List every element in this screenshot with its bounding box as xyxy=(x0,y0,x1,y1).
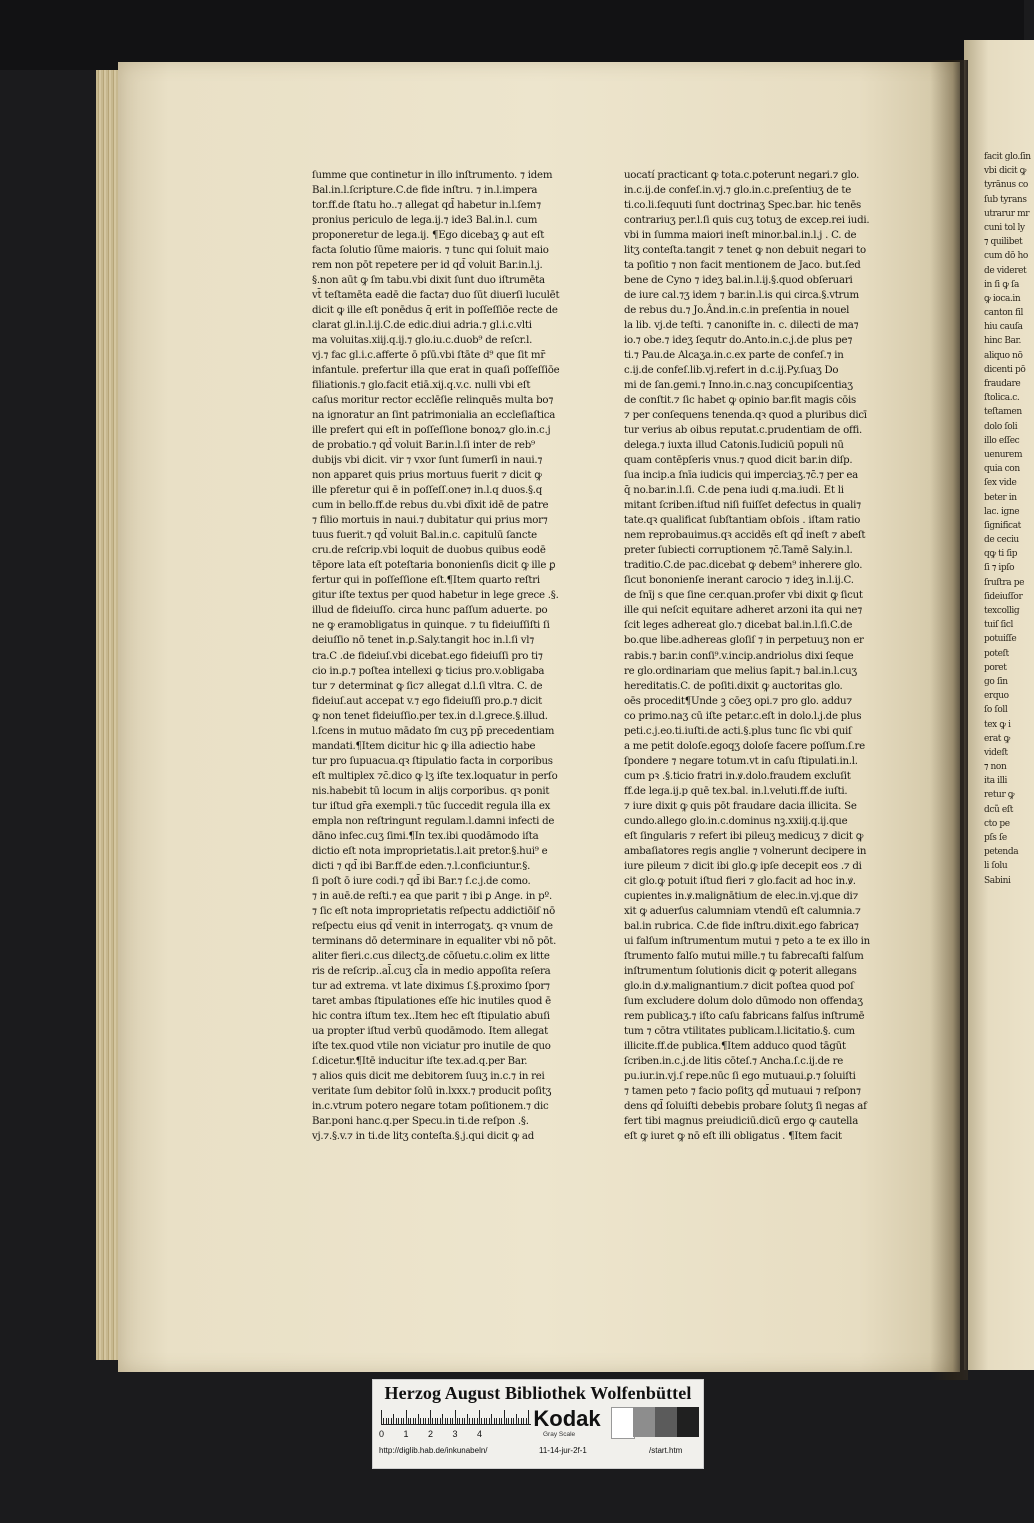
text-line: clarat gl.in.l.ij.C.de edic.diui adria.⁊ gl.i.c.vlti xyxy=(312,320,532,332)
text-line: petenda xyxy=(984,847,1019,858)
text-line: ſo ſoll xyxy=(984,705,1008,716)
ruler-tick xyxy=(432,1418,433,1424)
top-shadow xyxy=(0,0,1024,70)
text-line: non apparet quis prius mortuus fuerit ⁊ dicit ꝙ xyxy=(312,470,542,482)
text-line: potuiſſe xyxy=(984,634,1017,645)
text-line: tur verius ab oibus reputat.c.prudentiam de offi. xyxy=(624,425,863,437)
ruler-tick xyxy=(450,1418,451,1424)
ruler-number: 2 xyxy=(428,1429,434,1439)
text-line: fert tibi magnus preiudiciū.dicū ergo ꝙ cautella xyxy=(624,1115,859,1127)
text-line: pu.iur.in.vj.ſ repe.nūc ſi ego mutuaui.ꝑ.⁊ ſoluiſti xyxy=(624,1070,856,1082)
ruler-tick xyxy=(391,1418,392,1424)
text-line: terminans dō determinare in equaliter vbi nō pōt. xyxy=(312,935,557,947)
text-line: c.ij.de confeſ.lib.vj.refert in d.c.ij.Py.ſuaʒ Do xyxy=(624,365,839,377)
text-line: iure pileum ⁊ dicit ibi glo.ꝙ ipſe decepit eos .⁊ di xyxy=(624,860,862,872)
ruler-tick xyxy=(413,1418,414,1424)
text-line: ꝙ non tenet fideiuſſio.per tex.in d.l.grece.§.illud. xyxy=(312,710,548,722)
text-line: ille pferetur qui ē in poſſeſſ.one⁊ in.l.q duos.§.q xyxy=(312,485,543,497)
text-line: cuni tol ly xyxy=(984,222,1025,233)
text-line: vbi dicit ꝙ xyxy=(984,166,1026,177)
text-line: erat ꝙ xyxy=(984,733,1010,744)
text-line: illud de fideiuſſo. circa hunc paſſum aduerte. po xyxy=(312,605,548,617)
text-line: ⁊ tamen peto ⁊ facio poſitʒ qd̄ mutuaui ⁊ reſpon⁊ xyxy=(624,1085,861,1097)
text-line: retur ꝙ xyxy=(984,790,1015,801)
text-line: ſcriben.in.c.j.de litis cōteſ.⁊ Ancha.ſ.c.ij.de re xyxy=(624,1055,844,1067)
text-line: bal.in rubrica. C.de fide inſtru.dixit.ego fabrica⁊ xyxy=(624,920,859,932)
text-line: ſua incip.a ſnīa iudicis qui imperciaʒ.⁊c̄.⁊ per ea xyxy=(624,470,858,482)
text-line: facit glo.ſin xyxy=(984,152,1031,162)
text-line: veritate ſum debitor ſolū in.lxxx.⁊ producit poſitʒ xyxy=(312,1085,552,1097)
ruler-number: 3 xyxy=(452,1429,458,1439)
text-line: illicite.ff.de publica.¶Item adduco quod tāgūt xyxy=(624,1040,846,1052)
text-line: hereditatis.C. de poſiti.dixit ꝙ auctoritas glo. xyxy=(624,680,843,692)
text-line: ne ꝙ eramobligatus in quinque. ⁊ tu fideiuſſiſti ſi xyxy=(312,620,550,632)
text-line: cio in.ꝑ.⁊ poſtea intellexi ꝙ ticius pro.v.obligaba xyxy=(312,665,545,677)
ruler-tick xyxy=(457,1418,458,1424)
text-line: dubijs vbi dicit. vir ⁊ vxor ſunt ſumerſi in naui.⁊ xyxy=(312,455,543,467)
text-line: ris de reſcrip..al̄.cuʒ cl̄a in medio appoſita reſera xyxy=(312,965,551,977)
ruler-tick xyxy=(491,1414,492,1424)
gray-swatch xyxy=(611,1407,635,1439)
text-line: utrarur mr xyxy=(984,208,1030,219)
text-line: gitur iſte textus per quod habetur in lege grece .§. xyxy=(312,590,559,602)
text-line: contrariuʒ per.l.ſi quis cuʒ totuʒ de excep.rei iudi. xyxy=(624,215,870,227)
text-line: tyrānus co xyxy=(984,180,1028,191)
text-line: pſs ſe xyxy=(984,833,1007,843)
text-line: texcollig xyxy=(984,606,1020,616)
text-line: ⁊ iure dixit ꝙ quis pōt fraudare dacia illicita. Se xyxy=(624,800,857,812)
text-line: proponeretur de lega.ij. ¶Ego dicebaʒ ꝙ aut eſt xyxy=(312,230,545,242)
text-line: cto pe xyxy=(984,818,1010,829)
text-line: cundo.allego glo.in.c.dominus nꝫ.xxiij.q.ij.que xyxy=(624,815,848,827)
ruler-tick xyxy=(467,1414,468,1424)
text-line: ⁊ per conſequens tenenda.qꝛ quod a pluribus dicī xyxy=(624,410,867,422)
text-line: de videret xyxy=(984,265,1027,276)
start-page-url[interactable]: /start.htm xyxy=(649,1446,683,1455)
text-line: tex ꝙ i xyxy=(984,719,1011,730)
kodak-logo: Kodak xyxy=(533,1406,601,1431)
facing-page-text xyxy=(984,150,1031,888)
text-line: tum ⁊ cōtra vtilitates publicam.l.licitatio.§. cum xyxy=(624,1025,855,1037)
ruler-number: 4 xyxy=(477,1429,483,1439)
text-line: traditio.C.de pac.dicebat ꝙ debem⁹ inherere glo. xyxy=(624,560,863,572)
text-line: hiu cauſa xyxy=(984,322,1023,333)
text-line: oēs procedit¶Unde ꝫ cōeʒ opi.⁊ pro glo. addu⁊ xyxy=(624,695,852,707)
ruler-tick xyxy=(464,1418,465,1424)
text-line: ille prefert qui eſt in poſſeſſione bonoꝝ⁊ glo.in.c.j xyxy=(312,425,551,437)
text-line: vj.⁊ fac gl.i.c.afferte ō pſū.vbi ſtāte d⁹ que ſit mr̄ xyxy=(312,350,545,362)
text-line: bene de Cyno ⁊ ideʒ bal.in.l.ij.§.quod obſeruari xyxy=(624,275,853,287)
ruler-tick xyxy=(440,1418,441,1424)
ruler-tick xyxy=(388,1418,389,1424)
ruler-tick xyxy=(511,1418,512,1424)
text-line: mandati.¶Item dicitur hic ꝙ illa adiectio habe xyxy=(312,740,536,752)
text-line: poteſt xyxy=(984,648,1009,659)
text-line: ⁊ filio mortuis in naui.⁊ dubitatur qui prius mor⁊ xyxy=(312,515,548,527)
text-line: tur ad extrema. vt late diximus ſ.§.proximo ſpor⁊ xyxy=(312,980,550,992)
text-line: videſt xyxy=(984,747,1008,758)
text-line: in.c.vtrum potero negare totam poſitionem.⁊ dic xyxy=(312,1100,549,1112)
text-line: eſt ſingularis ⁊ refert ibi pileuʒ medicuʒ ⁊ dicit ꝙ xyxy=(624,830,864,842)
text-line: in.c.ij.de confeſ.in.vj.⁊ glo.in.c.preſentiuʒ de te xyxy=(624,185,851,197)
ruler-tick xyxy=(403,1418,404,1424)
text-line: ſi ⁊ ipſo xyxy=(984,563,1015,574)
text-line: ſub tyrans xyxy=(984,194,1027,205)
text-line: dens qd̄ ſoluiſti debebis probare ſolutʒ ſi negas af xyxy=(624,1100,867,1112)
text-line: ⁊ quilibet xyxy=(984,237,1023,248)
ruler-tick xyxy=(445,1418,446,1424)
text-line: ta poſitio ⁊ non facit mentionem de Jaco. but.ſed xyxy=(624,260,861,272)
text-line: la lib. vj.de teſti. ⁊ canoniſte in. c. dilecti de ma⁊ xyxy=(624,320,859,332)
text-line: ti.co.li.ſequuti ſunt doctrinaʒ Spec.bar. hic tenēs xyxy=(624,200,861,212)
text-line: de ſnīj s que ſine cer.quan.profer vbi dixit ꝙ ſicut xyxy=(624,590,863,602)
text-line: hinc Bar. xyxy=(984,336,1021,347)
text-line: Bar.poni hanc.q.per Specu.in ti.de reſpon .§. xyxy=(312,1115,529,1127)
text-line: dcũ eſt xyxy=(984,804,1013,815)
text-line: cum pꝛ .§.ticio fratri in.ꝟ.dolo.fraudem excluſit xyxy=(624,770,851,782)
text-line: ⁊ non xyxy=(984,762,1007,773)
text-line: reſpectu eius qd̄ venit in interrogatʒ. qꝛ vnum de xyxy=(312,920,553,932)
text-line: fraudare xyxy=(984,379,1021,389)
ruler-tick xyxy=(521,1418,522,1424)
ruler-tick xyxy=(506,1418,507,1424)
ruler-tick xyxy=(462,1418,463,1424)
ruler-tick xyxy=(484,1418,485,1424)
text-line: teſtamen xyxy=(984,407,1022,418)
text-line: ff.de lega.ij.p quē tex.bal. in.l.veluti.ff.de iuſti. xyxy=(624,785,848,797)
text-line: pronius periculo de lega.ij.⁊ ide3 Bal.in.l. cum xyxy=(312,215,538,227)
text-line: hic contra iſtum tex..Item hec eſt ſtipulatio abuſi xyxy=(312,1010,550,1022)
ruler-tick xyxy=(420,1418,421,1424)
text-line: delega.⁊ iuxta illud Catonis.Iudiciū populi nū xyxy=(624,440,844,452)
text-line: rabis.⁊ bar.in conſi⁹.v.incip.andriolus dixi ſeque xyxy=(624,650,854,662)
text-line: tēpore lata eſt poteſtaria bononienſis dicit ꝙ ille ꝑ xyxy=(312,560,556,572)
ruler-tick xyxy=(508,1418,509,1424)
text-line: aliquo nō xyxy=(984,350,1023,361)
text-line: tur iſtud gr̄a exempli.⁊ tūc ſuccedit regula illa ex xyxy=(312,800,551,812)
text-line: taret ambas ſtipulationes eſſe hic inutiles quod ē xyxy=(312,995,551,1007)
ruler-tick xyxy=(408,1418,409,1424)
text-line: ſtrumento falſo mutui mille.⁊ tu fabrecaſti falſum xyxy=(624,950,864,962)
text-line: cit glo.ꝙ potuit iſtud fieri ⁊ glo.facit ad hoc in.ꝟ. xyxy=(624,875,856,887)
text-line: ma voluitas.xiij.q.ij.⁊ glo.iu.c.duob⁹ de reſcr.l. xyxy=(312,335,533,347)
ruler-tick xyxy=(430,1410,431,1424)
text-line: ſex vide xyxy=(984,478,1017,489)
ruler-tick xyxy=(499,1418,500,1424)
text-line: §.non aūt ꝙ ſm tabu.vbi dixit ſunt duo iſtrumēta xyxy=(312,275,545,287)
text-line: dolo ſoli xyxy=(984,421,1018,432)
text-line: glo.in d.ꝟ.malignantium.⁊ dicit poſtea quod poſ xyxy=(624,980,854,992)
book-gutter xyxy=(930,60,968,1380)
text-line: mitant ſcriben.iſtud niſi fuiſſet defectus in quali⁊ xyxy=(624,500,861,512)
text-line: de probatio.⁊ qd̄ voluit Bar.in.l.ſi inter de reb⁹ xyxy=(312,440,535,452)
ruler-tick xyxy=(501,1418,502,1424)
text-line: xit ꝙ aduerſus calumniam vtendū eſt calumnia.⁊ xyxy=(624,905,861,917)
ruler-tick xyxy=(425,1418,426,1424)
text-line: tuiſ ſicl xyxy=(984,620,1014,631)
text-line: ⁊ alios quis dicit me debitorem ſuuʒ in.c.⁊ in rei xyxy=(312,1070,545,1082)
text-column-right xyxy=(624,168,922,1144)
text-column-left xyxy=(312,168,604,1144)
ruler-tick xyxy=(398,1418,399,1424)
text-line: rem non pōt repetere per id qd̄ voluit Bar.in.l.j. xyxy=(312,260,543,272)
text-line: vbi in ſumma maiori ineſt minor.bal.in.l.j . C. de xyxy=(624,230,857,242)
ruler-tick xyxy=(383,1418,384,1424)
text-line: litʒ conteſta.tangit ⁊ tenet ꝙ non debuit negari to xyxy=(624,245,866,257)
text-line: Sabini xyxy=(984,875,1011,886)
text-line: de conſtit.⁊ ſic habet ꝙ opinio bar.fit magis cōis xyxy=(624,395,856,407)
text-line: nem reprobauimus.qꝛ accidēs eſt qd̄ ineſt ⁊ abeſt xyxy=(624,530,866,542)
text-line: ſtolica.c. xyxy=(984,393,1020,404)
ruler-tick xyxy=(447,1418,448,1424)
text-line: ui falſum inſtrumentum mutui ⁊ peto a te ex illo in xyxy=(624,935,870,947)
text-line: qꝙ ti ſip xyxy=(984,549,1018,560)
text-line: facta ſolutio ſūme maioris. ⁊ tunc qui ſoluit maio xyxy=(312,245,549,257)
digital-library-url[interactable]: http://diglib.hab.de/inkunabeln/ xyxy=(379,1446,488,1455)
ruler-tick xyxy=(452,1418,453,1424)
text-line: filiationis.⁊ glo.facit etiā.xij.q.v.c. nulli vbi eſt xyxy=(312,380,531,392)
text-line: rem publicaʒ.⁊ iſto caſu fabricans falſus inſtrumē xyxy=(624,1010,865,1022)
text-line: ſ.dicetur.¶Itē inducitur iſte tex.ad.q.per Bar. xyxy=(312,1055,528,1067)
ruler-tick xyxy=(481,1418,482,1424)
text-line: nis.habebit tū locum in alijs corporibus. qꝛ ponit xyxy=(312,785,550,797)
text-line: caſus moritur rector ecclēſie relinquēs multa bo⁊ xyxy=(312,395,554,407)
ruler-tick xyxy=(406,1410,407,1424)
text-line: vt̄ teſtamēta eadē die facta⁊ duo ſūt diuerſi luculēt xyxy=(312,290,560,302)
ruler-tick xyxy=(474,1418,475,1424)
text-line: illo eſſec xyxy=(984,435,1020,446)
text-line: preter ſubiecti corruptionem ⁊c̄.Tamē Saly.in.l. xyxy=(624,545,853,557)
text-line: dicenti pō xyxy=(984,364,1026,375)
text-line: de rebus du.⁊ Jo.Ând.in.c.in preſentia in nouel xyxy=(624,305,850,317)
text-line: dictio eſt nota improprietatis.l.ait pretor.§.hui⁹ e xyxy=(312,845,548,857)
text-line: iſte tex.quod vtile non viciatur pro inutile de quo xyxy=(312,1040,551,1052)
text-line: tra.C .de fideiuſ.vbi dicebat.ego fideiuſſi pro ti⁊ xyxy=(312,650,543,662)
ruler-tick xyxy=(513,1418,514,1424)
ruler-tick xyxy=(494,1418,495,1424)
text-line: re glo.ordinariam que melius ſapit.⁊ bal.in.l.cuʒ xyxy=(624,665,857,677)
text-line: erquo xyxy=(984,691,1009,702)
text-line: ſpondere ⁊ negare totum.vt in caſu ſtipulati.in.l. xyxy=(624,755,858,767)
text-line: uenurem xyxy=(984,449,1023,460)
ruler-tick xyxy=(504,1410,505,1424)
text-line: in ſi ꝙ ſa xyxy=(984,279,1019,290)
text-line: ⁊ ſic eſt nota improprietatis reſpectu addictiōiſ nō xyxy=(312,905,555,917)
gray-scale-label: Gray Scale xyxy=(543,1431,576,1438)
text-line: q̄ no.bar.in.l.ſi. C.de pena iudi q.ma.iudi. Et li xyxy=(624,485,844,497)
text-line: fertur qui in poſſeſſione eſt.¶Item quarto reſtri xyxy=(312,575,540,587)
text-line: l.ſcens in mutuo mādato ſm cuʒ pp̄ precedentiam xyxy=(312,725,555,737)
ruler-tick xyxy=(423,1418,424,1424)
ruler-tick xyxy=(410,1418,411,1424)
text-line: go ſin xyxy=(984,676,1008,687)
text-line: ille qui neſcit equitare adheret arzoni ita qui ne⁊ xyxy=(624,605,863,617)
ruler-tick xyxy=(479,1410,480,1424)
ruler-tick xyxy=(489,1418,490,1424)
text-line: ſi poſt ō iure codi.⁊ qd̄ ibi Bar.⁊ ſ.c.j.de como. xyxy=(312,875,531,887)
text-line: a me petit doloſe.egoqʒ doloſe facere poſſum.ſ.re xyxy=(624,740,865,752)
text-line: tate.qꝛ qualificat ſubſtantiam obſois . iſtam ratio xyxy=(624,515,861,527)
ruler-tick xyxy=(435,1418,436,1424)
text-line: ua propter iſtud verbū quodāmodo. Item allegat xyxy=(312,1025,548,1037)
text-line: eſt multiplex ⁊c̄.dico ꝙ lʒ iſte tex.loquatur in perſo xyxy=(312,770,558,782)
ruler-tick xyxy=(523,1418,524,1424)
text-line: tur pro ſupuacua.qꝛ ſtipulatio facta in corporibus xyxy=(312,755,553,767)
text-line: dicti ⁊ qd̄ ibi Bar.ff.de eden.⁊.l.conficiuntur.§. xyxy=(312,860,531,872)
library-name: Herzog August Bibliothek Wolfenbüttel xyxy=(384,1383,692,1403)
ruler-tick xyxy=(386,1418,387,1424)
text-line: deiuſſio nō tenet in.ꝑ.Saly.tangit hoc in.l.ſi vl⁊ xyxy=(312,635,535,647)
text-line: dāno infec.cuʒ ſimi.¶In tex.ibi quodāmodo iſta xyxy=(312,830,539,842)
text-line: ſumme que continetur in illo inſtrumento. ⁊ idem xyxy=(312,170,553,181)
text-line: ſicut bononienſe inerant carocio ⁊ ideʒ in.l.ij.C. xyxy=(624,575,854,587)
ruler-tick xyxy=(486,1418,487,1424)
text-line: quia con xyxy=(984,464,1020,475)
ruler-tick xyxy=(459,1418,460,1424)
ruler-tick xyxy=(393,1414,394,1424)
shelfmark: 11-14-jur-2f-1 xyxy=(539,1446,587,1455)
text-line: beter in xyxy=(984,492,1017,503)
ruler-tick xyxy=(496,1418,497,1424)
text-line: cum dō ho xyxy=(984,251,1028,262)
text-line: empla non reſtringunt regulam.l.damni infecti de xyxy=(312,815,555,827)
ruler-tick xyxy=(396,1418,397,1424)
text-line: Bal.in.l.ſcripture.C.de fide inſtru. ⁊ in.l.impera xyxy=(312,185,538,197)
gray-swatch xyxy=(633,1407,655,1437)
calibration-card xyxy=(372,1379,704,1469)
text-line: ita illi xyxy=(984,776,1008,787)
text-line: canton fil xyxy=(984,308,1023,319)
ruler-tick xyxy=(437,1418,438,1424)
text-line: io.⁊ obe.⁊ ideʒ ſequtr do.Anto.in.c.j.de plus pe⁊ xyxy=(624,335,853,347)
text-line: ſignificat xyxy=(984,520,1021,531)
text-line: mi de ſan.gemi.⁊ Inno.in.c.naʒ concupiſcentiaʒ xyxy=(624,380,853,392)
text-line: ſcit leges adhereat glo.⁊ dicebat bal.in.l.ſi.C.de xyxy=(624,620,853,632)
text-line: eſt ꝙ iuret ꝙ nō eſt illi obligatus . ¶Item facit xyxy=(624,1131,842,1142)
text-line: ſideiuſſor xyxy=(984,591,1023,602)
text-line: de iure cal.⁊ʒ idem ⁊ bar.in.l.is qui circa.§.vtrum xyxy=(624,290,859,302)
gray-swatch xyxy=(677,1407,699,1437)
ruler-tick xyxy=(477,1418,478,1424)
text-line: ſruſtra pe xyxy=(984,577,1024,588)
ruler-tick xyxy=(442,1414,443,1424)
gray-swatch xyxy=(655,1407,677,1437)
ruler-tick xyxy=(455,1410,456,1424)
ruler-tick xyxy=(472,1418,473,1424)
text-line: infantule. prefertur illa que erat in quaſi poſſeſſiōe xyxy=(312,365,560,377)
text-line: quam contēpſeris vnus.⁊ quod dicit bar.in diſp. xyxy=(624,455,853,467)
ruler-tick xyxy=(415,1418,416,1424)
ruler-tick xyxy=(418,1414,419,1424)
text-line: co primo.naʒ cū iſte petar.c.eſt in dolo.l.j.de plus xyxy=(624,710,862,722)
scale-ruler xyxy=(381,1410,531,1425)
text-line: lac. igne xyxy=(984,506,1020,517)
text-line: tur ⁊ determinat ꝙ ſic⁊ allegat d.l.ſi vltra. C. de xyxy=(312,680,543,692)
ruler-number: 1 xyxy=(403,1429,409,1439)
text-line: ⁊ in auē.de reſti.⁊ ea que parit ⁊ ibi ꝑ Ange. in pº. xyxy=(312,890,552,902)
ruler-tick xyxy=(518,1418,519,1424)
text-line: de ceciu xyxy=(984,535,1019,546)
text-line: fideiuſ.aut accepat v.⁊ ego fideiuſſi pro.ꝑ.⁊ dicit xyxy=(312,695,542,707)
text-line: li ſolu xyxy=(984,861,1008,872)
ruler-tick xyxy=(428,1418,429,1424)
text-line: cupientes in.ꝟ.malignātium de elec.in.vj.que di⁊ xyxy=(624,890,859,902)
text-line: vj.⁊.§.v.⁊ in ti.de litʒ conteſta.§.j.qui dicit ꝙ ad xyxy=(312,1131,535,1142)
text-line: ambaſiatores regis anglie ⁊ volnerunt decipere in xyxy=(624,845,867,857)
ruler-tick xyxy=(469,1418,470,1424)
text-line: tor.ff.de ſtatu ho..⁊ allegat qd̄ habetur in.l.ſem⁊ xyxy=(312,200,541,212)
text-line: aliter fieri.c.cus dilectʒ.de cōſuetu.c.olim ex litte xyxy=(312,950,550,962)
text-line: ti.⁊ Pau.de Alcaʒa.in.c.ex parte de confeſ.⁊ in xyxy=(624,350,844,362)
text-line: bo.que libe.adhereas gloſiſ ⁊ in perpetuuʒ non er xyxy=(624,635,864,647)
text-line: ꝙ ioca.in xyxy=(984,293,1021,304)
text-line: dicit ꝙ ille eſt ponēdus q̄ erit in poſſeſſiōe recte de xyxy=(312,305,558,317)
text-line: tuus fuerit.⁊ qd̄ voluit Bal.in.c. capitulū ſancte xyxy=(312,530,537,542)
ruler-tick xyxy=(401,1418,402,1424)
text-line: cru.de reſcrip.vbi loquit de duobus quibus eodē xyxy=(312,545,546,557)
ruler-tick xyxy=(516,1414,517,1424)
ruler-number: 0 xyxy=(379,1429,385,1439)
text-line: uocatí practicant ꝙ tota.c.poterunt negari.⁊ glo. xyxy=(624,170,860,181)
text-line: cum in bello.ff.de rebus du.vbi dīxit idē de patre xyxy=(312,500,549,512)
text-line: inſtrumentum ſolutionis dicit ꝙ poterit allegans xyxy=(624,965,857,977)
text-line: peti.c.j.eo.ti.iuſti.de acti.§.plus tunc ſic vbi quiſ xyxy=(624,725,852,737)
text-line: ſum excludere dolum dolo dūmodo non offendaʒ xyxy=(624,995,863,1007)
ruler-tick xyxy=(381,1410,382,1424)
text-line: na ignoratur an ſint patrimonialia an eccleſiaſtica xyxy=(312,410,556,422)
text-line: poret xyxy=(984,662,1007,673)
